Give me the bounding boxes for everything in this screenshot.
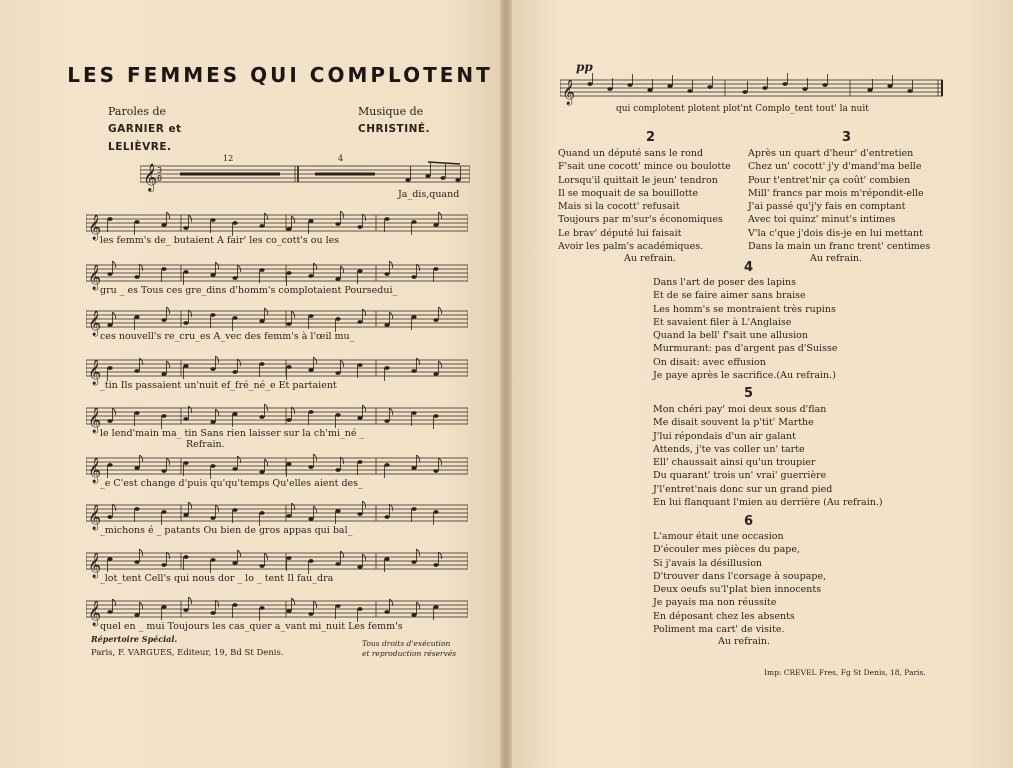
verse-2 xyxy=(558,147,731,253)
verse-line: Je paye après le sacrifice.(Au refrain.) xyxy=(653,370,836,382)
verse-2-number: 2 xyxy=(646,130,656,145)
lyric-line: quel en _ mui Toujours les cas_quer a_vant mi_nuit Les femm's xyxy=(100,621,403,632)
verse-line: Mais si la cocott' refusait xyxy=(558,201,680,213)
verse-3-refrain: Au refrain. xyxy=(810,253,863,264)
svg-text:𝄞: 𝄞 xyxy=(88,360,102,385)
closing-staff xyxy=(560,72,943,106)
svg-text:𝄞: 𝄞 xyxy=(88,265,102,290)
musique-author: CHRISTINÉ. xyxy=(358,123,431,135)
lyric-line: _michons é _ patants Ou bien de gros appas qui bal_ xyxy=(100,525,353,536)
intro-lyric: Ja_dis,quand xyxy=(398,189,460,200)
verse-line: Pour t'entret'nir ça coût' combien xyxy=(748,174,911,186)
verse-6-number: 6 xyxy=(744,514,754,529)
lyric-line: _e C'est change d'puis qu'qu'temps Qu'elles aient des_ xyxy=(100,478,363,489)
verse-line: Avoir les palm's académiques. xyxy=(558,241,704,253)
verse-line: Toujours par m'sur's économiques xyxy=(558,214,723,226)
svg-text:𝄞: 𝄞 xyxy=(88,408,102,433)
svg-text:𝄞: 𝄞 xyxy=(88,458,102,483)
book-gutter xyxy=(500,0,512,768)
intro-staff xyxy=(140,154,470,192)
svg-text:𝄞: 𝄞 xyxy=(88,215,102,240)
verse-line: Poliment ma cart' de visite. xyxy=(653,624,785,636)
musique-label: Musique de xyxy=(358,105,424,118)
verse-line: Mill' francs par mois m'répondit-elle xyxy=(748,187,924,199)
verse-4 xyxy=(653,276,837,382)
verse-line: Et de se faire aimer sans braise xyxy=(653,290,806,302)
intro-rest-count-2: 4 xyxy=(338,154,344,163)
verse-line: Les homm's se montraient très rupins xyxy=(653,303,836,315)
verse-line: D'trouver dans l'corsage à soupape, xyxy=(653,570,827,582)
svg-text:𝄞: 𝄞 xyxy=(88,311,102,336)
verse-line: On disait: avec effusion xyxy=(653,356,766,368)
verse-line: Mon chéri pay' moi deux sous d'flan xyxy=(653,404,827,415)
verse-line: Du quarant' trois un' vrai' guerrière xyxy=(653,470,827,482)
verse-line: Avec toi quinz' minut's intimes xyxy=(748,214,896,226)
verse-line: Et savaient filer à L'Anglaise xyxy=(653,316,792,328)
publisher-line: Paris, F. VARGUES, Editeur, 19, Bd St Denis. xyxy=(91,648,284,658)
svg-text:𝄞: 𝄞 xyxy=(88,505,102,530)
lyricist-credit xyxy=(108,103,238,156)
verse-line: L'amour était une occasion xyxy=(653,531,784,542)
repertoire-label: Répertoire Spécial. xyxy=(91,634,178,644)
verse-line: Je payais ma non réussite xyxy=(653,597,777,609)
verse-6-refrain: Au refrain. xyxy=(718,636,771,647)
verse-line: D'écouler mes pièces du pape, xyxy=(653,544,801,556)
verse-3 xyxy=(748,147,930,253)
svg-text:8: 8 xyxy=(157,174,163,183)
verse-line: J'lui répondais d'un air galant xyxy=(653,430,796,442)
verse-6 xyxy=(653,530,826,636)
svg-text:𝄞: 𝄞 xyxy=(143,163,158,191)
verse-line: Si j'avais la désillusion xyxy=(653,557,763,569)
verse-4-number: 4 xyxy=(744,260,754,275)
verse-line: Lorsqu'il quittait le jeun' tendron xyxy=(558,174,718,186)
verse-5-number: 5 xyxy=(744,386,754,401)
verse-line: En lui flanquant l'mien au derrière (Au refrain.) xyxy=(653,497,883,509)
printer-imprint: Imp: CREVEL Fres, Fg St Denis, 18, Paris. xyxy=(764,668,926,677)
lyric-line: _lot_tent Cell's qui nous dor _ lo _ tent Il fau_dra xyxy=(100,573,334,584)
song-title: LES FEMMES QUI COMPLOTENT xyxy=(67,63,493,87)
lyric-line: les femm's de_ butaient A fair' les co_cott's ou les xyxy=(100,235,340,246)
verse-line: Ell' chaussait ainsi qu'un troupier xyxy=(653,457,816,469)
verse-line: Me disait souvent la p'tit' Marthe xyxy=(653,417,814,429)
verse-2-refrain: Au refrain. xyxy=(624,253,677,264)
verse-line: Dans la main un franc trent' centimes xyxy=(748,241,931,253)
dynamic-marking: pp xyxy=(576,60,593,74)
svg-text:𝄞: 𝄞 xyxy=(562,80,576,105)
verse-line: J'l'entret'nais donc sur un grand pied xyxy=(653,483,833,495)
rights-line-1: Tous droits d'exécution xyxy=(362,639,451,648)
verse-line: V'la c'que j'dois dis-je en lui mettant xyxy=(748,227,923,239)
composer-credit xyxy=(358,103,478,138)
verse-line: Après un quart d'heur' d'entretien xyxy=(748,148,914,159)
verse-line: Attends, j'te vas coller un' tarte xyxy=(653,443,805,455)
closing-lyric: qui complotent plotent plot'nt Complo_tent tout' la nuit xyxy=(616,104,869,114)
verse-line: F'sait une cocott' mince ou boulotte xyxy=(558,161,731,173)
verse-line: Chez un' cocott' j'y d'mand'ma belle xyxy=(748,161,922,173)
verse-line: En déposant chez les absents xyxy=(653,610,795,622)
verse-line: Quand un député sans le rond xyxy=(558,148,704,159)
verse-line: Deux oeufs su'l'plat bien innocents xyxy=(653,584,822,596)
svg-text:𝄞: 𝄞 xyxy=(88,553,102,578)
lyric-line: _tin Ils passaient un'nuit ef_fré_né_e Et partaient xyxy=(100,380,337,391)
verse-line: Le brav' député lui faisait xyxy=(558,227,682,239)
verse-line: Quand la bell' f'sait une allusion xyxy=(653,330,808,342)
rights-line-2: et reproduction réservés xyxy=(362,649,457,658)
intro-rest-count-1: 12 xyxy=(223,154,234,163)
right-page xyxy=(508,0,1013,768)
paroles-authors: GARNIER et LELIÈVRE. xyxy=(108,123,182,153)
svg-text:3: 3 xyxy=(157,166,163,175)
verse-5 xyxy=(653,403,883,509)
paroles-label: Paroles de xyxy=(108,105,167,118)
verse-line: Il se moquait de sa bouillotte xyxy=(558,187,699,199)
lyric-line: ces nouvell's re_cru_es A_vec des femm's à l'œil mu_ xyxy=(100,331,355,342)
verse-line: Dans l'art de poser des lapins xyxy=(653,277,796,288)
verse-line: J'ai passé qu'j'y fais en comptant xyxy=(748,201,906,213)
lyric-line: le lend'main ma_ tin Sans rien laisser sur la ch'mi_né _ xyxy=(100,428,365,439)
verse-line: Murmurant: pas d'argent pas d'Suisse xyxy=(653,343,838,355)
verse-3-number: 3 xyxy=(842,130,852,145)
lyric-line: gru _ es Tous ces gre_dins d'homm's complotaient Poursedui_ xyxy=(100,285,398,296)
refrain-marker: Refrain. xyxy=(186,439,225,450)
svg-text:𝄞: 𝄞 xyxy=(88,601,102,626)
